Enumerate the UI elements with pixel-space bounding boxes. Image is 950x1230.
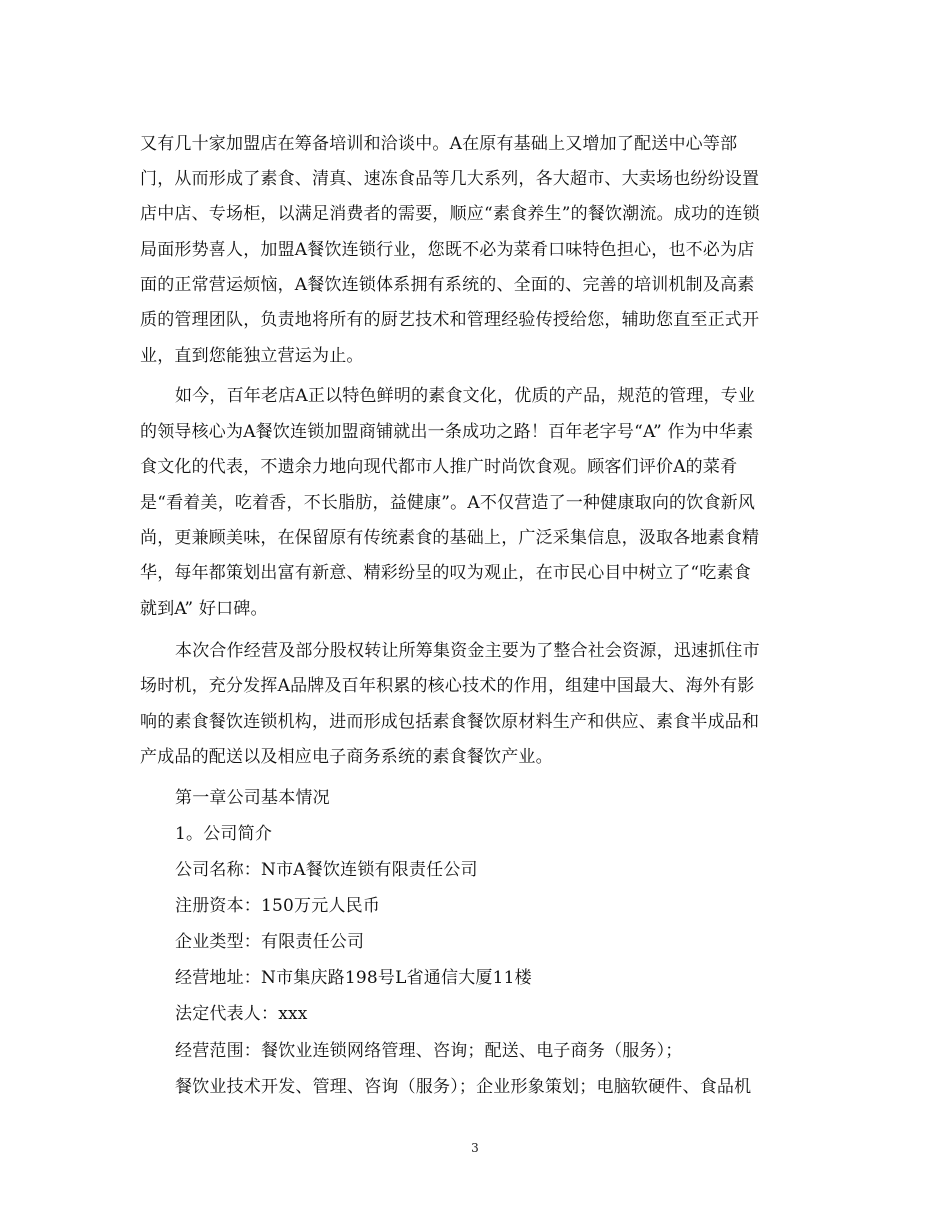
paragraph-3-line-4: 产成品的配送以及相应电子商务系统的素食餐饮产业。 xyxy=(140,747,553,767)
paragraph-2-line-2: 的领导核心为A餐饮连锁加盟商铺就出一条成功之路！百年老字号“A” 作为中华素 xyxy=(140,422,754,442)
paragraph-1-line-3: 店中店、专场柜，以满足消费者的需要，顺应“素食养生”的餐饮潮流。成功的连锁 xyxy=(140,204,760,224)
business-address: 经营地址：N市集庆路198号L省通信大厦11楼 xyxy=(175,968,532,988)
paragraph-1-line-4: 局面形势喜人，加盟A餐饮连锁行业，您既不必为菜肴口味特色担心，也不必为店 xyxy=(140,240,755,260)
company-type: 企业类型：有限责任公司 xyxy=(175,932,365,952)
business-scope-line-2: 餐饮业技术开发、管理、咨询（服务）；企业形象策划；电脑软硬件、食品机 xyxy=(175,1077,752,1097)
paragraph-1-line-5: 面的正常营运烦恼，A餐饮连锁体系拥有系统的、全面的、完善的培训机制及高素 xyxy=(140,275,755,295)
paragraph-2-line-6: 华，每年都策划出富有新意、精彩纷呈的叹为观止，在市民心目中树立了“吃素食 xyxy=(140,563,751,583)
paragraph-2-line-7: 就到A” 好口碑。 xyxy=(140,599,268,619)
paragraph-2-line-5: 尚，更兼顾美味，在保留原有传统素食的基础上，广泛采集信息，汲取各地素食精 xyxy=(140,528,760,548)
business-scope-line-1: 经营范围：餐饮业连锁网络管理、咨询；配送、电子商务（服务）； xyxy=(175,1041,683,1061)
paragraph-1-line-1: 又有几十家加盟店在筹备培训和洽谈中。A在原有基础上又增加了配送中心等部 xyxy=(140,134,738,154)
section-heading: 1。公司简介 xyxy=(175,824,273,844)
legal-representative: 法定代表人：xxx xyxy=(175,1004,308,1024)
paragraph-3-line-1: 本次合作经营及部分股权转让所筹集资金主要为了整合社会资源，迅速抓住市 xyxy=(175,641,760,661)
paragraph-3-line-3: 响的素食餐饮连锁机构，进而形成包括素食餐饮原材料生产和供应、素食半成品和 xyxy=(140,712,760,732)
paragraph-2-line-3: 食文化的代表，不遗余力地向现代都市人推广时尚饮食观。顾客们评价A的菜肴 xyxy=(140,457,738,477)
company-name: 公司名称：N市A餐饮连锁有限责任公司 xyxy=(175,860,478,880)
page-number: 3 xyxy=(471,1141,479,1155)
paragraph-1-line-2: 门，从而形成了素食、清真、速冻食品等几大系列，各大超市、大卖场也纷纷设置 xyxy=(140,169,760,189)
registered-capital: 注册资本：150万元人民币 xyxy=(175,896,381,916)
paragraph-1-line-6: 质的管理团队，负责地将所有的厨艺技术和管理经验传授给您，辅助您直至正式开 xyxy=(140,310,760,330)
paragraph-1-line-7: 业，直到您能独立营运为止。 xyxy=(140,346,364,366)
paragraph-2-line-4: 是“看着美，吃着香，不长脂肪，益健康”。A不仅营造了一种健康取向的饮食新风 xyxy=(140,493,756,513)
chapter-heading: 第一章公司基本情况 xyxy=(175,788,330,808)
paragraph-2-line-1: 如今，百年老店A正以特色鲜明的素食文化，优质的产品，规范的管理，专业 xyxy=(175,386,756,406)
paragraph-3-line-2: 场时机，充分发挥A品牌及百年积累的核心技术的作用，组建中国最大、海外有影 xyxy=(140,676,755,696)
